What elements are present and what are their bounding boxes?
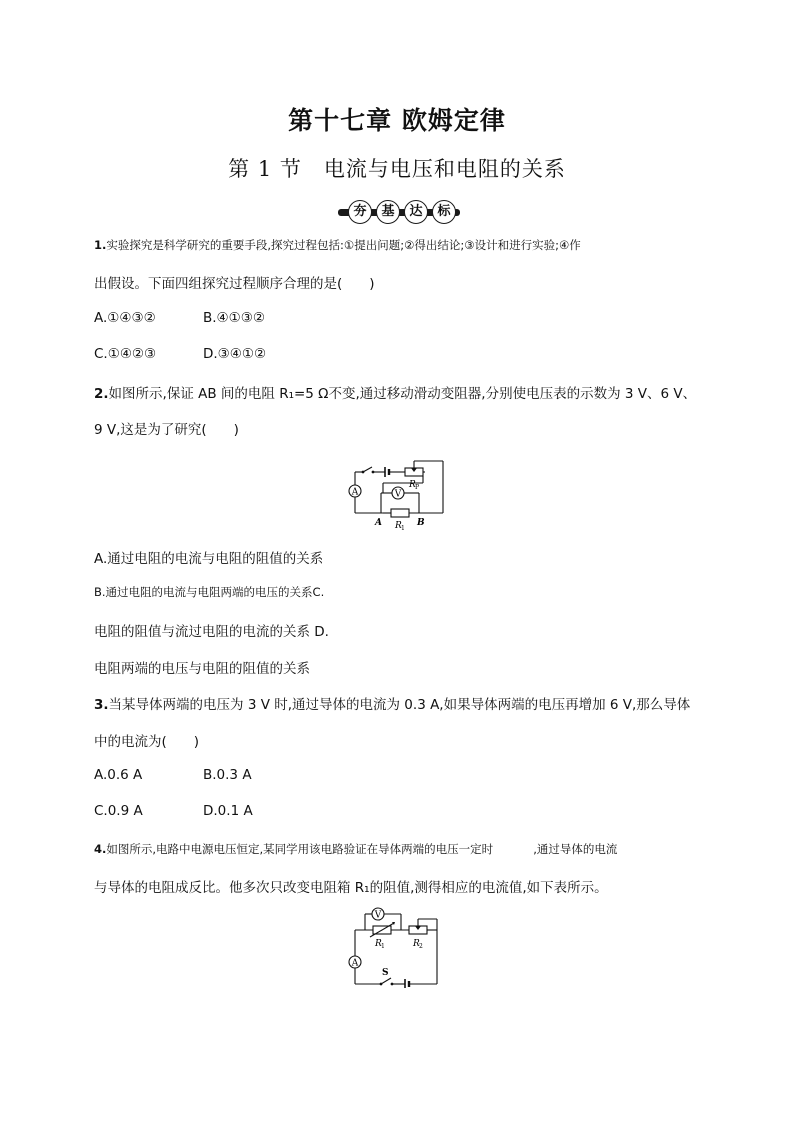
q2-ammeter-label: A [351, 487, 359, 498]
q2-option-b: B.通过电阻的电流与电阻两端的电压的关系C. [94, 585, 325, 599]
chapter-title: 第十七章 欧姆定律 [288, 106, 506, 135]
q1-option-a: A.①④③② [94, 310, 156, 326]
badge-char: 标 [432, 200, 456, 224]
q1-option-c: C.①④②③ [94, 346, 157, 362]
q4-line2: 与导体的电阻成反比。他多次只改变电阻箱 R₁的阻值,测得相应的电流值,如下表所示。 [94, 880, 608, 896]
q2-number: 2. [94, 386, 109, 402]
q4-voltmeter-label: V [374, 910, 382, 921]
q4-r2-label: R [413, 939, 420, 949]
badge-char: 夯 [348, 200, 372, 224]
q2-option-d: 电阻两端的电压与电阻的阻值的关系 [94, 661, 310, 677]
q3-line1: 3.当某导体两端的电压为 3 V 时,通过导体的电流为 0.3 A,如果导体两端的电压再增加 6 V,那么导体 [94, 697, 691, 713]
q4-number: 4. [94, 842, 107, 856]
q4-r1-subscript: 1 [381, 943, 385, 950]
badge-char: 基 [376, 200, 400, 224]
q4-r2-subscript: 2 [419, 943, 423, 950]
section-title: 第 1 节 电流与电压和电阻的关系 [228, 157, 566, 181]
q2-rp-subscript: P [415, 484, 420, 491]
q2-option-c: 电阻的阻值与流过电阻的电流的关系 D. [94, 624, 329, 640]
q2-line1: 2.如图所示,保证 AB 间的电阻 R₁=5 Ω不变,通过移动滑动变阻器,分别使电压表的示数为 3 V、6 V、 [94, 386, 697, 402]
q4-circuit-diagram [345, 906, 445, 988]
section-badge [338, 200, 460, 224]
q2-point-b: B [417, 518, 425, 528]
q3-option-c: C.0.9 A [94, 803, 143, 819]
q3-option-a: A.0.6 A [94, 767, 143, 783]
q3-number: 3. [94, 697, 109, 713]
q3-option-d: D.0.1 A [203, 803, 253, 819]
q4-switch-label: S [382, 968, 389, 978]
q2-r1-label: R [395, 521, 402, 531]
q2-option-a: A.通过电阻的电流与电阻的阻值的关系 [94, 551, 324, 567]
q4-ammeter-label: A [351, 958, 359, 969]
q1-option-d: D.③④①② [203, 346, 267, 362]
q4-line1: 4.如图所示,电路中电源电压恒定,某同学用该电路验证在导体两端的电压一定时 ,通过导体的电流 [94, 842, 618, 856]
q2-point-a: A [375, 518, 382, 528]
q2-line2: 9 V,这是为了研究( ) [94, 422, 239, 438]
badge-char: 达 [404, 200, 428, 224]
q1-line1: 1.实验探究是科学研究的重要手段,探究过程包括:①提出问题;②得出结论;③设计和进行实验;④作 [94, 238, 581, 252]
q4-r1-label: R [375, 939, 382, 949]
q1-number: 1. [94, 238, 107, 252]
q2-voltmeter-label: V [394, 489, 402, 500]
q2-circuit-diagram [345, 455, 447, 533]
q1-option-b: B.④①③② [203, 310, 265, 326]
q3-line2: 中的电流为( ) [94, 734, 200, 750]
q2-r1-subscript: 1 [401, 525, 405, 532]
q1-line2: 出假设。下面四组探究过程顺序合理的是( ) [94, 276, 375, 292]
q3-option-b: B.0.3 A [203, 767, 252, 783]
q2-rp-label: R [409, 480, 416, 490]
